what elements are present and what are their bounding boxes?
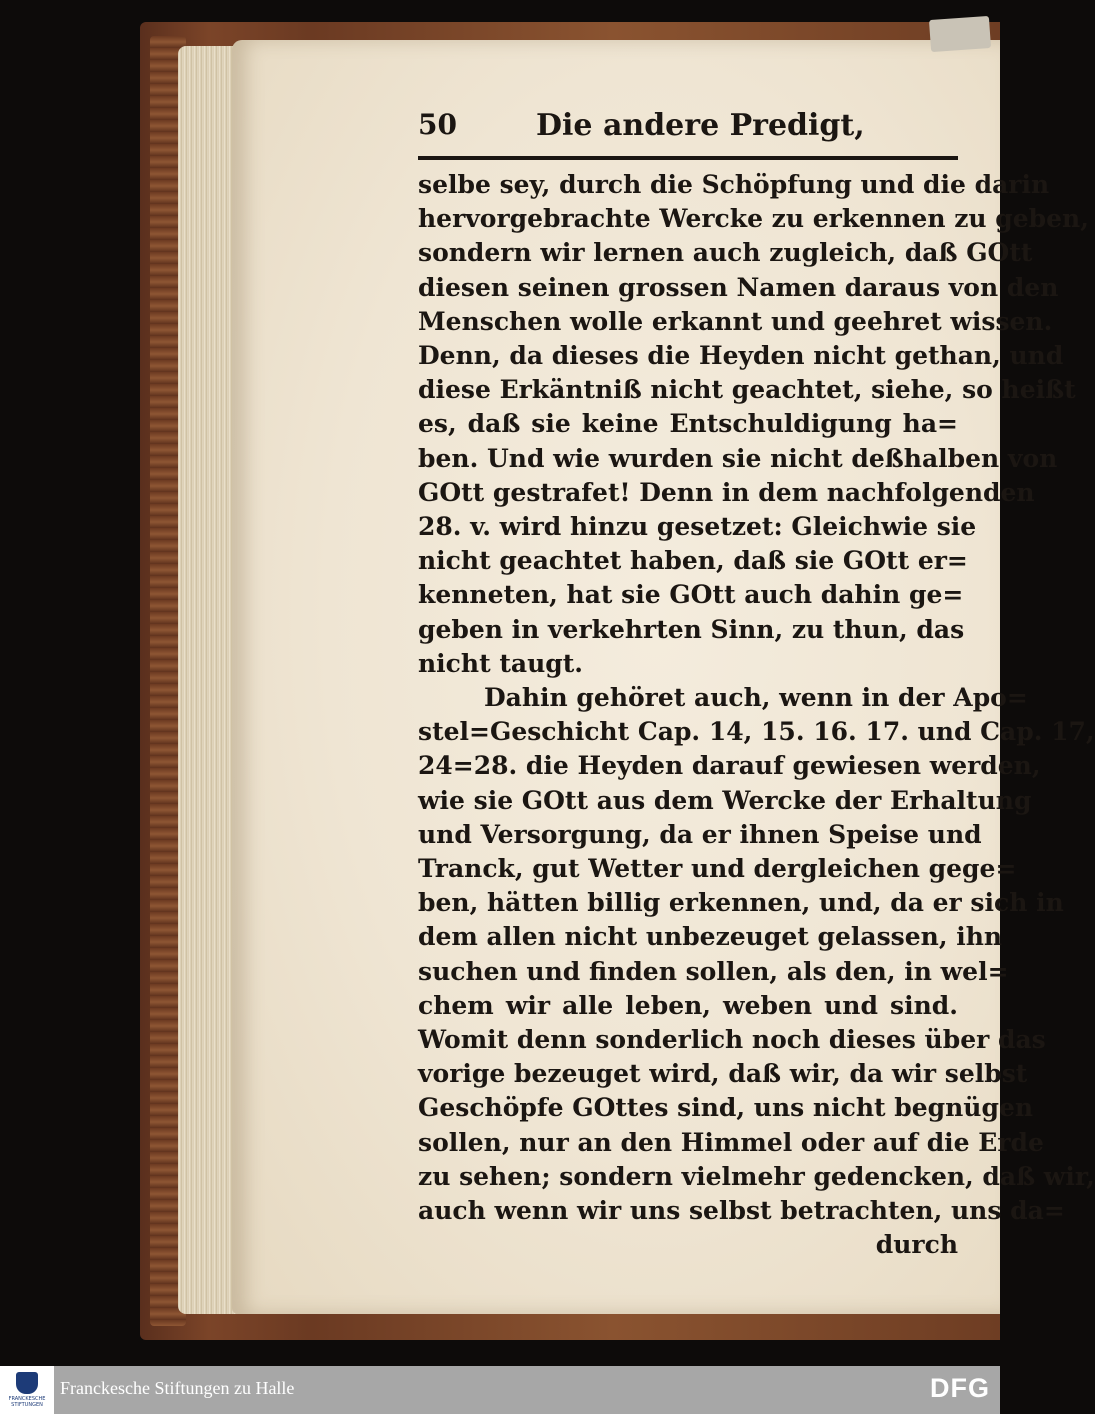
text-line: suchen und finden sollen, als den, in wel=	[418, 956, 1009, 986]
text-line: auch wenn wir uns selbst betrachten, uns da=	[418, 1196, 1065, 1226]
text-line: und Versorgung, da er ihnen Speise und	[418, 819, 982, 849]
text-line: Geschöpfe GOttes sind, uns nicht begnügen	[418, 1093, 1034, 1123]
institution-logo[interactable]	[0, 1366, 54, 1414]
text-line: nicht geachtet haben, daß sie GOtt er=	[418, 546, 968, 576]
footer-bar	[0, 1366, 1000, 1414]
text-line: hervorgebrachte Wercke zu erkennen zu geben,	[418, 204, 1089, 234]
catchword: durch	[875, 1230, 958, 1260]
text-line: dem allen nicht unbezeuget gelassen, ihn	[418, 922, 1003, 952]
crest-icon	[16, 1372, 38, 1394]
text-line: sollen, nur an den Himmel oder auf die Erde	[418, 1127, 1044, 1157]
text-line: ben, hätten billig erkennen, und, da er sich in	[418, 888, 1064, 918]
text-line: geben in verkehrten Sinn, zu thun, das	[418, 614, 965, 644]
text-line: Dahin gehöret auch, wenn in der Apo=	[484, 683, 1028, 713]
logo-text: FRANCKESCHE STIFTUNGEN	[8, 1396, 46, 1408]
text-line: GOtt gestrafet! Denn in dem nachfolgenden	[418, 477, 1035, 507]
text-line: Tranck, gut Wetter und dergleichen gege=	[418, 854, 1017, 884]
text-line: diesen seinen grossen Namen daraus von den	[418, 272, 1059, 302]
text-line: es, daß sie keine Entschuldigung ha=	[418, 409, 958, 439]
text-line: 24=28. die Heyden darauf gewiesen werden,	[418, 751, 1041, 781]
text-line: Denn, da dieses die Heyden nicht gethan, und	[418, 341, 1064, 371]
text-line: Womit denn sonderlich noch dieses über das	[418, 1025, 1046, 1055]
text-line: selbe sey, durch die Schöpfung und die darin	[418, 170, 1050, 199]
bookmark-ribbon	[929, 16, 991, 52]
text-line: chem wir alle leben, weben und sind.	[418, 990, 958, 1020]
text-line: sondern wir lernen auch zugleich, daß GOtt	[418, 238, 1033, 268]
text-line: diese Erkäntniß nicht geachtet, siehe, so heißt	[418, 375, 1076, 405]
body-text	[418, 168, 1095, 1263]
running-title: Die andere Predigt,	[536, 108, 865, 143]
text-line: ben. Und wie wurden sie nicht deßhalben von	[418, 443, 1058, 473]
header-rule	[418, 156, 958, 160]
page-number: 50	[418, 108, 457, 141]
text-line: nicht taugt.	[418, 648, 583, 678]
text-line: 28. v. wird hinzu gesetzet: Gleichwie sie	[418, 512, 977, 542]
institution-name[interactable]: Franckesche Stiftungen zu Halle	[60, 1378, 295, 1398]
text-line: stel=Geschicht Cap. 14, 15. 16. 17. und Cap. 17,	[418, 717, 1095, 747]
page-header	[418, 108, 958, 156]
text-line: vorige bezeuget wird, daß wir, da wir selbst	[418, 1059, 1028, 1089]
text-line: zu sehen; sondern vielmehr gedencken, daß wir,	[418, 1161, 1095, 1191]
text-line: Menschen wolle erkannt und geehret wissen.	[418, 306, 1053, 336]
text-line: wie sie GOtt aus dem Wercke der Erhaltung	[418, 785, 1032, 815]
text-line: kenneten, hat sie GOtt auch dahin ge=	[418, 580, 964, 610]
dfg-logo[interactable]: DFG	[930, 1373, 990, 1403]
